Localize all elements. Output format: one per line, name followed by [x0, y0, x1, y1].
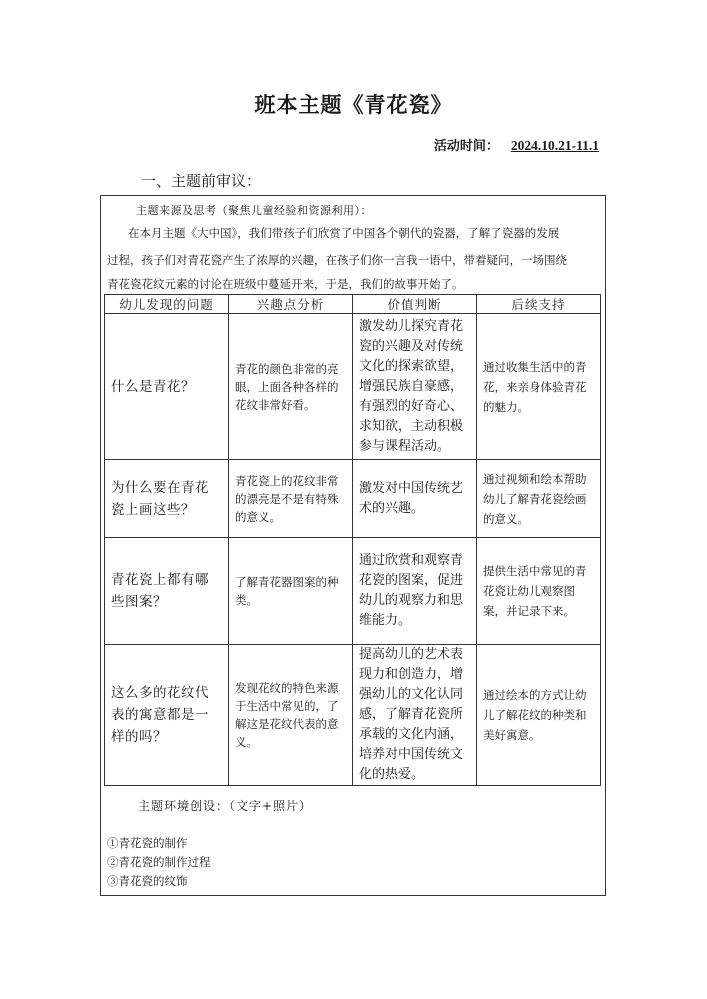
activity-time-value: 2024.10.21-11.1: [510, 138, 599, 153]
environment-heading: 主题环境创设：（文字+照片）: [138, 799, 313, 813]
cell-interest: 发现花纹的特色来源于生活中常见的，了解这是花纹代表的意义。: [229, 645, 353, 786]
environment-item: ①青花瓷的制作: [107, 836, 188, 850]
cell-interest: 青花的颜色非常的亮眼，上面各种各样的花纹非常好看。: [229, 314, 353, 460]
cell-question: 为什么要在青花瓷上画这些？: [105, 460, 229, 538]
discovery-table: [104, 294, 601, 786]
cell-value: 通过欣赏和观察青花瓷的图案，促进幼儿的观察力和思维能力。: [353, 538, 477, 645]
environment-item: ③青花瓷的纹饰: [107, 874, 188, 888]
source-line-2: 过程，孩子们对青花瓷产生了浓厚的兴趣，在孩子们你一言我一语中，带着疑问，一场围绕: [107, 253, 567, 267]
cell-support: 提供生活中常见的青花瓷让幼儿观察图案，并记录下来。: [477, 538, 601, 645]
cell-value: 激发幼儿探究青花瓷的兴趣及对传统文化的探索欲望，增强民族自豪感，有强烈的好奇心、求知欲，主动积极参与课程活动。: [353, 314, 477, 460]
environment-item: ②青花瓷的制作过程: [107, 855, 211, 869]
cell-support: 通过视频和绘本帮助幼儿了解青花瓷绘画的意义。: [477, 460, 601, 538]
cell-question: 什么是青花？: [105, 314, 229, 460]
source-line-3: 青花瓷花纹元素的讨论在班级中蔓延开来，于是，我们的故事开始了。: [107, 277, 464, 291]
document-title: 班本主题《青花瓷》: [254, 93, 453, 117]
cell-question: 这么多的花纹代表的寓意都是一样的吗？: [105, 645, 229, 786]
table-row: [105, 538, 601, 645]
cell-value: 提高幼儿的艺术表现力和创造力，增强幼儿的文化认同感，了解青花瓷所承载的文化内涵，培养对中国传统文化的热爱。: [353, 645, 477, 786]
activity-time-label: 活动时间：: [433, 139, 499, 154]
header-question: 幼儿发现的问题: [105, 295, 229, 314]
section-heading: 一、主题前审议：: [141, 172, 262, 190]
table-row: [105, 314, 601, 460]
header-support: 后续支持: [477, 295, 601, 314]
cell-interest: 了解青花器图案的种类。: [229, 538, 353, 645]
cell-support: 通过收集生活中的青花，来亲身体验青花的魅力。: [477, 314, 601, 460]
cell-interest: 青花瓷上的花纹非常的漂亮是不是有特殊的意义。: [229, 460, 353, 538]
source-heading: 主题来源及思考（聚焦儿童经验和资源利用）：: [136, 204, 372, 217]
header-interest: 兴趣点分析: [229, 295, 353, 314]
table-header-row: [105, 295, 601, 314]
cell-support: 通过绘本的方式让幼儿了解花纹的种类和美好寓意。: [477, 645, 601, 786]
table-row: [105, 460, 601, 538]
header-value: 价值判断: [353, 295, 477, 314]
cell-question: 青花瓷上都有哪些图案？: [105, 538, 229, 645]
table-row: [105, 645, 601, 786]
activity-time: [434, 135, 599, 154]
cell-value: 激发对中国传统艺术的兴趣。: [353, 460, 477, 538]
source-line-1: 在本月主题《大中国》，我们带孩子们欣赏了中国各个朝代的瓷器，了解了瓷器的发展: [128, 226, 560, 240]
